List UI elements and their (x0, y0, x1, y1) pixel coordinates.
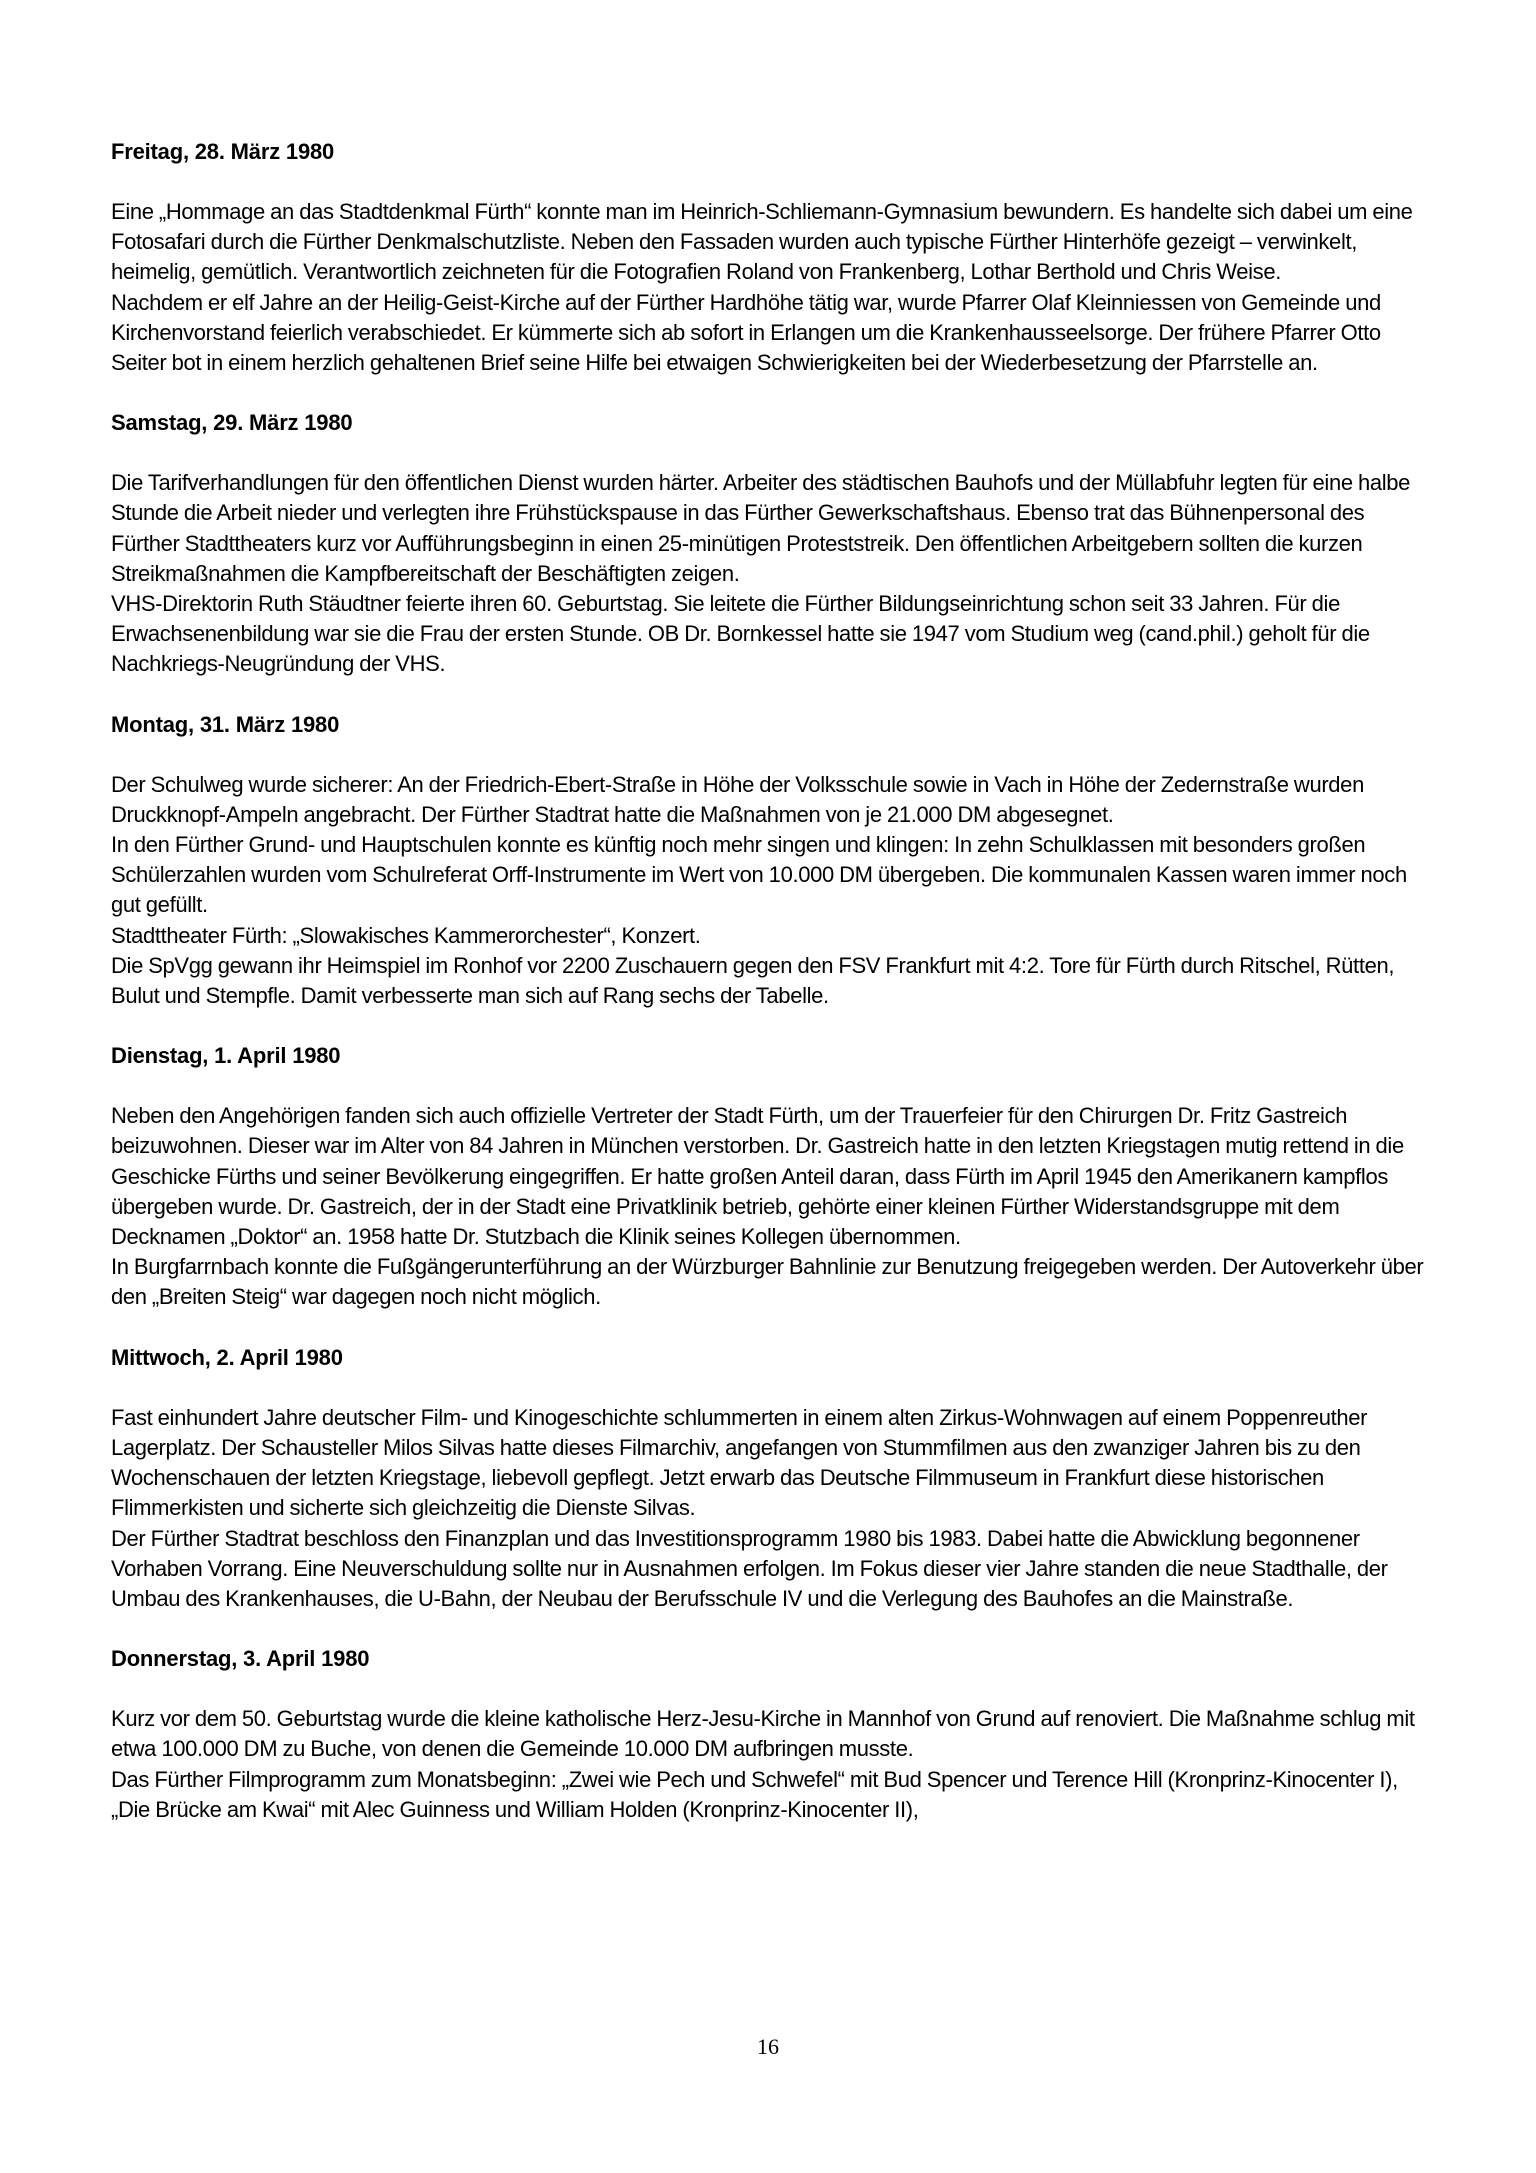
entry-paragraph: Nachdem er elf Jahre an der Heilig-Geist-Kirche auf der Fürther Hardhöhe tätig war, wurde Pfarrer Olaf Kleinniessen von Gemeinde und Kirchenvorstand feierlich verabschiedet. Er kümmerte sich ab sofort in Erlangen um die Krankenhausseelsorge. Der frühere Pfarrer Otto Seiter bot in einem herzlich gehaltenen Brief seine Hilfe bei etwaigen Schwierigkeiten bei der Wiederbesetzung der Pfarrstelle an. (111, 289, 1381, 376)
entry-date-heading: Donnerstag, 3. April 1980 (111, 1646, 370, 1672)
entry-paragraph: Die Tarifverhandlungen für den öffentlichen Dienst wurden härter. Arbeiter des städtischen Bauhofs und der Müllabfuhr legten für eine halbe Stunde die Arbeit nieder und verlegten ihre Frühstückspause in das Fürther Gewerkschaftshaus. Ebenso trat das Bühnenpersonal des Fürther Stadttheaters kurz vor Aufführungsbeginn in einen 25-minütigen Proteststreik. Den öffentlichen Arbeitgebern sollten die kurzen Streikmaßnahmen die Kampfbereitschaft der Beschäftigten zeigen. (111, 470, 1411, 586)
entry-paragraph: In den Fürther Grund- und Hauptschulen konnte es künftig noch mehr singen und klingen: In zehn Schulklassen mit besonders großen Schülerzahlen wurden vom Schulreferat Orff-Instrumente im Wert von 10.000 DM übergeben. Die kommunalen Kassen waren immer noch gut gefüllt. (111, 832, 1407, 918)
entry-paragraph: Kurz vor dem 50. Geburtstag wurde die kleine katholische Herz-Jesu-Kirche in Mannhof von Grund auf renoviert. Die Maßnahme schlug mit etwa 100.000 DM zu Buche, von denen die Gemeinde 10.000 DM aufbringen musste. (111, 1706, 1415, 1762)
entry-paragraph: Das Fürther Filmprogramm zum Monatsbeginn: „Zwei wie Pech und Schwefel“ mit Bud Spencer und Terence Hill (Kronprinz-Kinocenter I), „Die Brücke am Kwai“ mit Alec Guinness und William Holden (Kronprinz-Kinocenter II), (111, 1766, 1398, 1822)
entry-paragraph: Eine „Hommage an das Stadtdenkmal Fürth“ konnte man im Heinrich-Schliemann-Gymnasium bewundern. Es handelte sich dabei um eine Fotosafari durch die Fürther Denkmalschutzliste. Neben den Fassaden wurden auch typische Fürther Hinterhöfe gezeigt – verwinkelt, heimelig, gemütlich. Verantwortlich zeichneten für die Fotografien Roland von Frankenberg, Lothar Berthold und Chris Weise. (111, 199, 1413, 285)
entry-date-heading: Samstag, 29. März 1980 (111, 410, 353, 436)
entry-date-heading: Mittwoch, 2. April 1980 (111, 1344, 343, 1370)
entry-paragraph: Fast einhundert Jahre deutscher Film- und Kinogeschichte schlummerten in einem alten Zirkus-Wohnwagen auf einem Poppenreuther Lagerplatz. Der Schausteller Milos Silvas hatte dieses Filmarchiv, angefangen von Stummfilmen aus den zwanziger Jahren bis zu den Wochenschauen der letzten Kriegstage, liebevoll gepflegt. Jetzt erwarb das Deutsche Filmmuseum in Frankfurt diese historischen Flimmerkisten und sicherte sich gleichzeitig die Dienste Silvas. (111, 1404, 1368, 1521)
entry-date-heading: Dienstag, 1. April 1980 (111, 1043, 341, 1069)
entry-paragraph: Stadttheater Fürth: „Slowakisches Kammerorchester“, Konzert. (111, 922, 701, 948)
entry-date-heading: Montag, 31. März 1980 (111, 711, 340, 737)
document-body (111, 138, 1429, 1856)
entry-paragraph: Die SpVgg gewann ihr Heimspiel im Ronhof vor 2200 Zuschauern gegen den FSV Frankfurt mit 4:2. Tore für Fürth durch Ritschel, Rütten, Bulut und Stempfle. Damit verbesserte man sich auf Rang sechs der Tabelle. (111, 952, 1395, 1009)
entry-paragraph: In Burgfarrnbach konnte die Fußgängerunterführung an der Würzburger Bahnlinie zur Benutzung freigegeben werden. Der Autoverkehr über den „Breiten Steig“ war dagegen noch nicht möglich. (111, 1254, 1424, 1310)
entry-thursday-3-april (111, 1645, 1429, 1825)
entry-paragraph: Der Fürther Stadtrat beschloss den Finanzplan und das Investitionsprogramm 1980 bis 1983. Dabei hatte die Abwicklung begonnener Vorhaben Vorrang. Eine Neuverschuldung sollte nur in Ausnahmen erfolgen. Im Fokus dieser vier Jahre standen die neue Stadthalle, der Umbau des Krankenhauses, die U-Bahn, der Neubau der Berufsschule IV und die Verlegung des Bauhofes an die Mainstraße. (111, 1525, 1388, 1611)
entry-friday-28-march (111, 138, 1429, 378)
entry-monday-31-march (111, 711, 1429, 1012)
entry-paragraph: VHS-Direktorin Ruth Stäudtner feierte ihren 60. Geburtstag. Sie leitete die Fürther Bildungseinrichtung schon seit 33 Jahren. Für die Erwachsenenbildung war sie die Frau der ersten Stunde. OB Dr. Bornkessel hatte sie 1947 vom Studium weg (cand.phil.) geholt für die Nachkriegs-Neugründung der VHS. (111, 591, 1370, 677)
entry-paragraph: Neben den Angehörigen fanden sich auch offizielle Vertreter der Stadt Fürth, um der Trauerfeier für den Chirurgen Dr. Fritz Gastreich beizuwohnen. Dieser war im Alter von 84 Jahren in München verstorben. Dr. Gastreich hatte in den letzten Kriegstagen mutig rettend in die Geschicke Fürths und seiner Bevölkerung eingegriffen. Er hatte großen Anteil daran, dass Fürth im April 1945 den Amerikanern kampflos übergeben wurde. Dr. Gastreich, der in der Stadt eine Privatklinik betrieb, gehörte einer kleinen Fürther Widerstandsgruppe mit dem Decknamen „Doktor“ an. 1958 hatte Dr. Stutzbach die Klinik seines Kollegen übernommen. (111, 1103, 1404, 1250)
entry-date-heading: Freitag, 28. März 1980 (111, 139, 335, 164)
entry-tuesday-1-april (111, 1042, 1429, 1312)
entry-paragraph: Der Schulweg wurde sicherer: An der Friedrich-Ebert-Straße in Höhe der Volksschule sowie in Vach in Höhe der Zedernstraße wurden Druckknopf-Ampeln angebracht. Der Fürther Stadtrat hatte die Maßnahmen von je 21.000 DM abgesegnet. (111, 771, 1364, 827)
page-number: 16 (757, 2034, 779, 2059)
entry-wednesday-2-april (111, 1344, 1429, 1614)
entry-saturday-29-march (111, 409, 1429, 679)
